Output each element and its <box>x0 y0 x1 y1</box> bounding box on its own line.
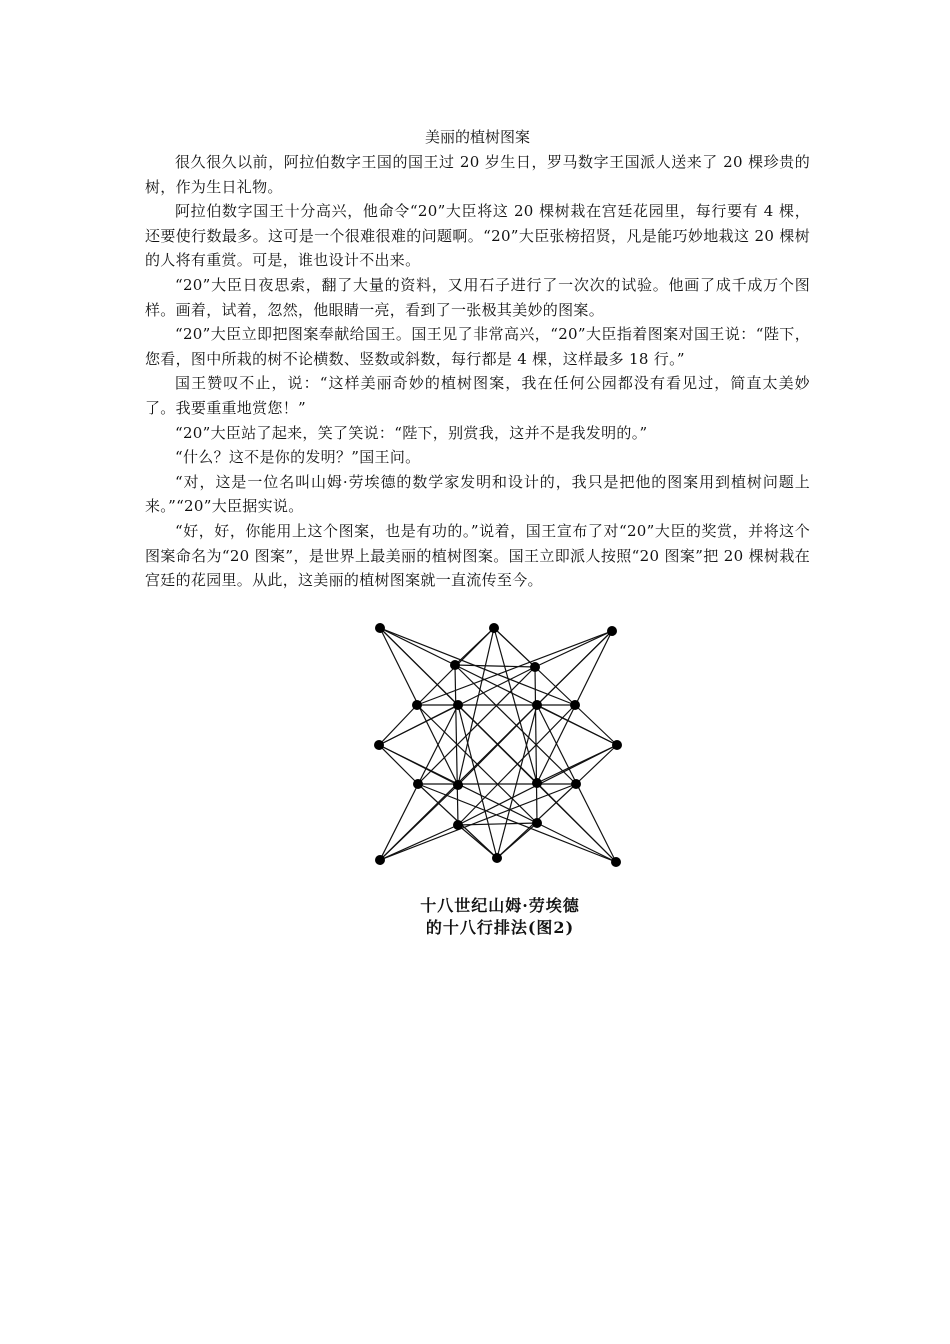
paragraph-9: “好，好，你能用上这个图案，也是有功的。”说着，国王宣布了对“20”大臣的奖赏，并将这个图案命名为“20 图案”，是世界上最美丽的植树图案。国王立即派人按照“20 图案”把 20 棵树栽在宫廷的花园里。从此，这美丽的植树图案就一直流传至今。 <box>145 521 810 590</box>
document-title: 美丽的植树图案 <box>424 128 530 146</box>
tree-node <box>532 778 542 788</box>
paragraph-8: “对，这是一位名叫山姆·劳埃德的数学家发明和设计的，我只是把他的图案用到植树问题上来。”“20”大臣据实说。 <box>145 472 810 516</box>
diagram-line <box>537 783 616 862</box>
paragraph-6: “20”大臣站了起来，笑了笑说：“陛下，别赏我，这并不是我发明的。” <box>175 423 648 442</box>
diagram-line <box>380 631 612 860</box>
paragraph-1: 很久很久以前，阿拉伯数字王国的国王过 20 岁生日，罗马数字王国派人送来了 20 棵珍贵的树，作为生日礼物。 <box>145 153 810 196</box>
tree-node <box>374 740 384 750</box>
tree-node <box>453 700 463 710</box>
diagram-line <box>379 705 417 745</box>
tree-node <box>532 700 542 710</box>
tree-node <box>611 857 621 867</box>
tree-node <box>532 818 542 828</box>
diagram-line <box>380 785 458 860</box>
paragraph-2: 阿拉伯数字国王十分高兴，他命令“20”大臣将这 20 棵树栽在宫廷花园里，每行要有 4 棵，还要使行数最多。这可是一个很难很难的问题啊。“20”大臣张榜招贤，凡是能巧妙地栽这 20 棵树的人将有重赏。可是，谁也设计不出来。 <box>145 202 810 270</box>
diagram-line <box>458 705 497 858</box>
paragraph-4: “20”大臣立即把图案奉献给国王。国王见了非常高兴，“20”大臣指着图案对国王说：“陛下，您看，图中所栽的树不论横数、竖数或斜数，每行都是 4 棵，这样最多 18 行。” <box>145 325 810 368</box>
paragraph-3: “20”大臣日夜思索，翻了大量的资料，又用石子进行了一次次的试验。他画了成千成万个图样。画着，试着，忽然，他眼睛一亮，看到了一张极其美妙的图案。 <box>145 275 810 319</box>
figure-caption <box>380 895 620 939</box>
diagram-line <box>380 628 455 665</box>
paragraph-5: 国王赞叹不止，说：“这样美丽奇妙的植树图案，我在任何公园都没有看见过，简直太美妙了。我要重重地赏您！” <box>145 374 810 417</box>
paragraph-7: “什么？这不是你的发明？”国王问。 <box>175 448 421 467</box>
tree-node <box>492 853 502 863</box>
diagram-line <box>537 823 616 862</box>
caption-line-1: 十八世纪山姆·劳埃德 <box>420 896 580 915</box>
diagram-line <box>458 823 537 825</box>
tree-node <box>413 779 423 789</box>
tree-node <box>375 855 385 865</box>
tree-node <box>453 820 463 830</box>
tree-node <box>450 660 460 670</box>
diagram-line <box>535 631 612 667</box>
tree-node <box>571 779 581 789</box>
caption-line-2: 的十八行排法(图2) <box>425 918 575 937</box>
diagram-line <box>458 628 494 785</box>
tree-node <box>570 700 580 710</box>
tree-node <box>489 623 499 633</box>
diagram-line <box>379 745 418 784</box>
tree-node <box>453 780 463 790</box>
tree-node <box>612 740 622 750</box>
diagram-line <box>575 705 617 745</box>
diagram-line <box>497 705 537 858</box>
diagram-line <box>380 825 458 860</box>
tree-planting-diagram <box>360 615 635 875</box>
diagram-line <box>380 628 575 705</box>
tree-node <box>375 623 385 633</box>
diagram-svg <box>360 615 635 875</box>
tree-node <box>530 662 540 672</box>
diagram-line <box>380 784 576 860</box>
diagram-line <box>576 745 617 784</box>
tree-node <box>607 626 617 636</box>
document-body <box>145 124 810 593</box>
tree-node <box>412 700 422 710</box>
